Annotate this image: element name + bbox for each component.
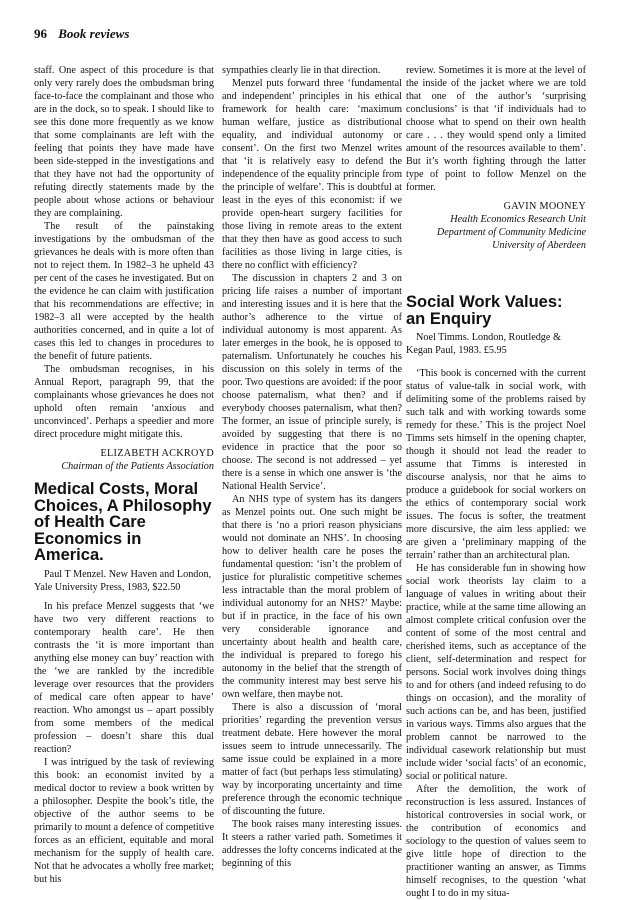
reviewer-affiliation: University of Aberdeen — [492, 240, 586, 251]
book-citation: Noel Timms. London, Routledge & Kegan Paul, 1983. £5.95 — [406, 332, 561, 356]
paragraph: After the demolition, the work of reconstruction is less assured. Instances of historical controversies in social work, or the contribution of economics and sociology to the question of values seem to give little hope of direction to the practitioner wanting an answer, as Timms himself recognises, to the question ‘what ought I to do in my situa- — [406, 784, 586, 899]
paragraph: staff. One aspect of this procedure is that only very rarely does the ombudsman bring face-to-face the complainant and those who are in the dock, so to speak. I should like to see this done more frequently as we know that some complainants are left with the feeling that points they have made have been side-stepped in the investigations and that they have not had the opportunity of refuting directly statements made by the people about whose actions or behaviour they are complaining. — [34, 65, 214, 219]
reviewer-affiliation: Chairman of the Patients Association — [61, 461, 214, 472]
book-citation: Paul T Menzel. New Haven and London, Yale University Press, 1983, $22.50 — [34, 568, 212, 593]
reviewer-affiliation: Department of Community Medicine — [436, 227, 586, 238]
section-title: Book reviews — [58, 26, 130, 41]
column-middle — [222, 64, 402, 870]
review-title: Social Work Values: an Enquiry — [406, 293, 563, 328]
paragraph: The result of the painstaking investigations by the ombudsman of the grievances he deals with is more often than not to reject them. In 1982–3 he upheld 43 per cent of the cases he investigated. But on the evidence he can claim with justification that his recommendations are effective; in 1982–3 all were accepted by the health authorities concerned, and in quite a lot of cases this led to changes in procedures to the benefit of future patients. — [34, 221, 214, 362]
reviewer-signature — [34, 447, 214, 473]
paragraph: The discussion in chapters 2 and 3 on pricing life raises a number of important and interesting issues and it is here that the author’s adherence to the virtue of individual autonomy is most apparent. As later emerges in the book, he is opposed to paternalism. Unfortunately he couches his discussion on this solely in terms of the poor. Two questions are avoided: if the poor choose paternalism, what then? and if everybody chooses paternalism, what then? The former, an issue of principle surely, is avoided by suggesting that there is no evidence in practice that the poor so choose. The second is not addressed – yet there is a sense in which one answer is ‘the National Health Service’. — [222, 273, 402, 492]
paragraph: The book raises many interesting issues. It steers a rather varied path. Sometimes it addresses the lofty concerns indicated at the beginning of this — [222, 819, 402, 869]
paragraph: The ombudsman recognises, in his Annual Report, paragraph 99, that the complainants whose grievances he does not uphold often remain ‘anxious and unconvinced’. Perhaps a speedier and more direct procedure might mitigate this. — [34, 364, 214, 440]
paragraph: ‘This book is concerned with the current status of value-talk in social work, with delimiting some of the problems raised by such talk and with working towards some remedy for these.’ This is the project Noel Timms sets himself in the opening chapter, though it should not lead the reader to assume that Timms is interested in discourse analysis, nor that he aims to produce a guidebook for social workers on the ethics of contemporary social work issues. The focus is softer, the treatment more discursive, the aim less applied: we are given a ‘preliminary mapping of the terrain’ rather than an architectural plan. — [406, 368, 586, 561]
paragraph: I was intrigued by the task of reviewing this book: an economist invited by a medical doctor to review a book written by a philosopher. Despite the book’s title, the objective of the author seems to be primarily to mount a defence of competitive forces as an efficient, equitable and moral mechanism for the supply of health care. Not that he advocates a wholly free market; but his — [34, 756, 214, 885]
paragraph: An NHS type of system has its dangers as Menzel points out. One such might be that there is ‘no a priori reason physicians would not dominate an NHS’. In choosing how to deliver health care he poses the fundamental question: ‘isn’t the problem of justice for pluralistic competitive schemes less intractable than the moral problem of individual autonomy for an NHS?’ Maybe: but if in practice, in the face of his own very considerable ignorance and uncertainty about health and health care, the individual is prepared to forego his autonomy in the belief that the strength of the community interest may best serve his own welfare, then maybe not. — [222, 494, 402, 700]
paragraph: There is also a discussion of ‘moral priorities’ regarding the prevention versus treatment debate. Here however the moral issues seem to intrude unnecessarily. The same issue could be explained in a more matter of fact (but perhaps less stimulating) way by incorporating uncertainty and time preference through the economic technique of discounting the future. — [222, 702, 402, 817]
column-right — [406, 64, 586, 900]
column-left — [34, 64, 214, 886]
page-number: 96 — [34, 26, 47, 41]
paragraph: He has considerable fun in showing how social work theorists lay claim to a language of values in writing about their practice, while at the same time allowing an almost complete critical confusion over the content of some of the most central and cherished items, such as acceptance of the client, self-determination and respect for persons. Social work involves doing things to and for others (and indeed refusing to do things on occasion), and the morality of such actions can be, and has been, justified in various ways. Timms also argues that the problem cannot be narrowed to the individual casework relationship but must include wider ‘social facts’ of an economic, social or political nature. — [406, 563, 586, 782]
paragraph: Menzel puts forward three ‘fundamental and independent’ principles in his ethical framework for health care: ‘maximum human welfare, justice as distributional equality, and individual autonomy or consent’. On the first two Menzel writes that ‘it is relatively easy to defend the independence of the equality principle from the principle of welfare’. This is doubtful at least in the eyes of this economist: if we provide open-heart surgery facilities for those living in remote areas to the extent that they then have as good access to such facilities as those living in large cities, is there no conflict with efficiency? — [222, 78, 402, 271]
paragraph: In his preface Menzel suggests that ‘we have two very different reactions to contemporary health care’. He then contrasts the ‘it is more important than anything else money can buy’ reaction with the ‘we are rankled by the incredible leverage over resources that the providers of medical care often appear to have’ reaction. Who amongst us – apart possibly from some members of the medical profession – doesn’t share this dual reaction? — [34, 600, 214, 755]
reviewer-name: ELIZABETH ACKROYD — [100, 448, 214, 459]
reviewer-signature — [406, 200, 586, 252]
running-header — [34, 26, 129, 42]
reviewer-name: GAVIN MOONEY — [503, 201, 586, 212]
review-title: Medical Costs, Moral Choices, A Philosophy of Health Care Economics in America. — [34, 480, 212, 564]
reviewer-affiliation: Health Economics Research Unit — [450, 214, 586, 225]
paragraph: sympathies clearly lie in that direction. — [222, 65, 381, 76]
paragraph: review. Sometimes it is more at the level of the inside of the jacket where we are told that one of the author’s ‘surprising conclusions’ is that ‘if individuals had to choose what to spend on their own health care . . . they would spend only a limited amount of the resources available to them’. But it’s worth fighting through the latter type of point to follow Menzel on the former. — [406, 65, 586, 193]
